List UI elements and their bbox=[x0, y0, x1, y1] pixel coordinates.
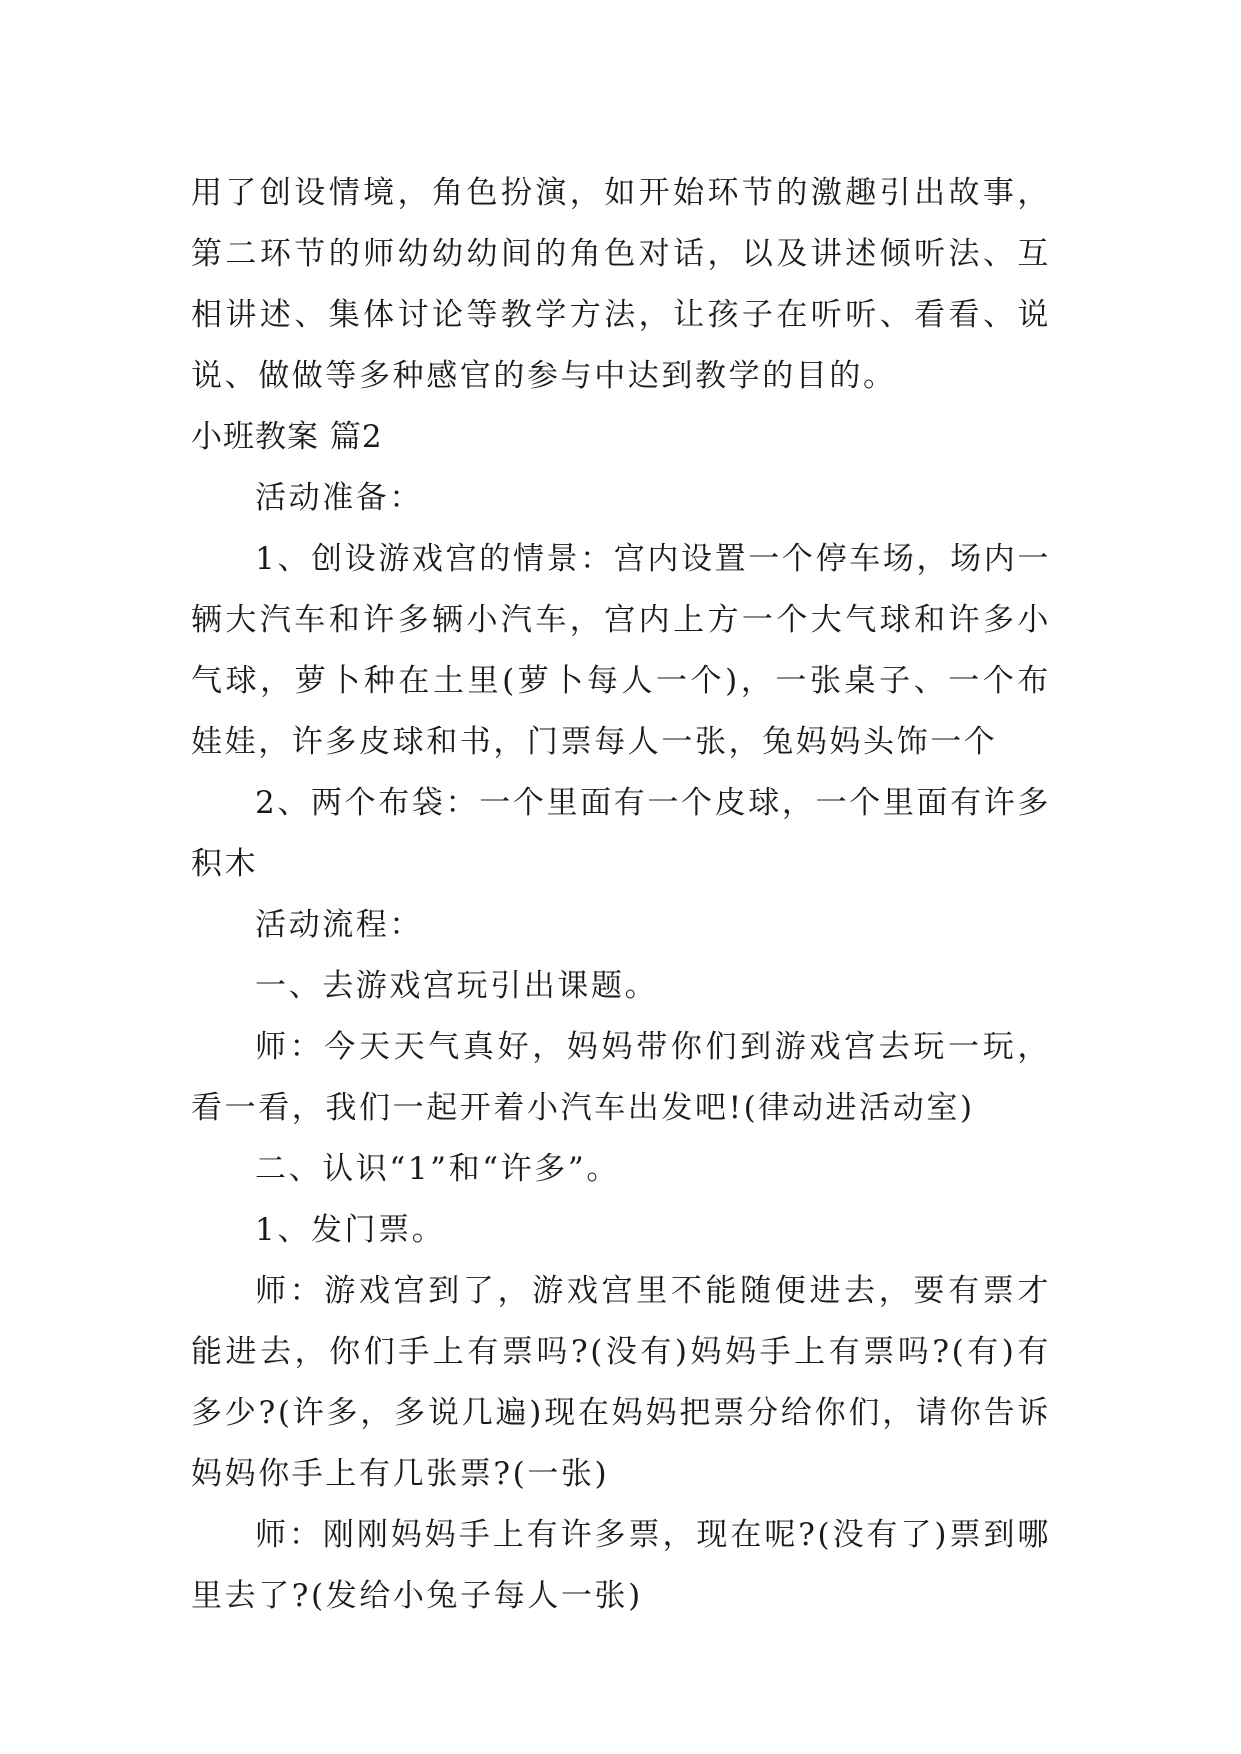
paragraph-process-title: 活动流程： bbox=[255, 907, 423, 943]
paragraph-step-2-title: 二、认识“1”和“许多”。 bbox=[255, 1151, 620, 1187]
paragraph-teacher-line-3: 师：刚刚妈妈手上有许多票，现在呢?(没有了)票到哪里去了?(发给小兔子每人一张) bbox=[191, 1517, 1051, 1614]
paragraph-preparation-title: 活动准备： bbox=[255, 480, 423, 516]
paragraph-teacher-line-1: 师：今天天气真好，妈妈带你们到游戏宫去玩一玩，看一看，我们一起开着小汽车出发吧!(律动进活动室) bbox=[191, 1029, 1051, 1126]
section-heading: 小班教案 篇2 bbox=[191, 419, 383, 455]
paragraph-step-2-item-1: 1、发门票。 bbox=[255, 1212, 446, 1248]
paragraph-step-1-title: 一、去游戏宫玩引出课题。 bbox=[255, 968, 659, 1004]
paragraph-preparation-item-2: 2、两个布袋：一个里面有一个皮球，一个里面有许多积木 bbox=[191, 785, 1051, 882]
paragraph-teacher-line-2: 师：游戏宫到了，游戏宫里不能随便进去，要有票才能进去，你们手上有票吗?(没有)妈妈手上有票吗?(有)有多少?(许多，多说几遍)现在妈妈把票分给你们，请你告诉妈妈你手上有几张票?(一张) bbox=[191, 1273, 1051, 1492]
document-body bbox=[191, 163, 1051, 1627]
paragraph-intro-continuation: 用了创设情境，角色扮演，如开始环节的激趣引出故事，第二环节的师幼幼幼间的角色对话，以及讲述倾听法、互相讲述、集体讨论等教学方法，让孩子在听听、看看、说说、做做等多种感官的参与中达到教学的目的。 bbox=[191, 175, 1051, 394]
paragraph-preparation-item-1: 1、创设游戏宫的情景：宫内设置一个停车场，场内一辆大汽车和许多辆小汽车，宫内上方一个大气球和许多小气球，萝卜种在土里(萝卜每人一个)，一张桌子、一个布娃娃，许多皮球和书，门票每人一张，兔妈妈头饰一个 bbox=[191, 541, 1051, 760]
